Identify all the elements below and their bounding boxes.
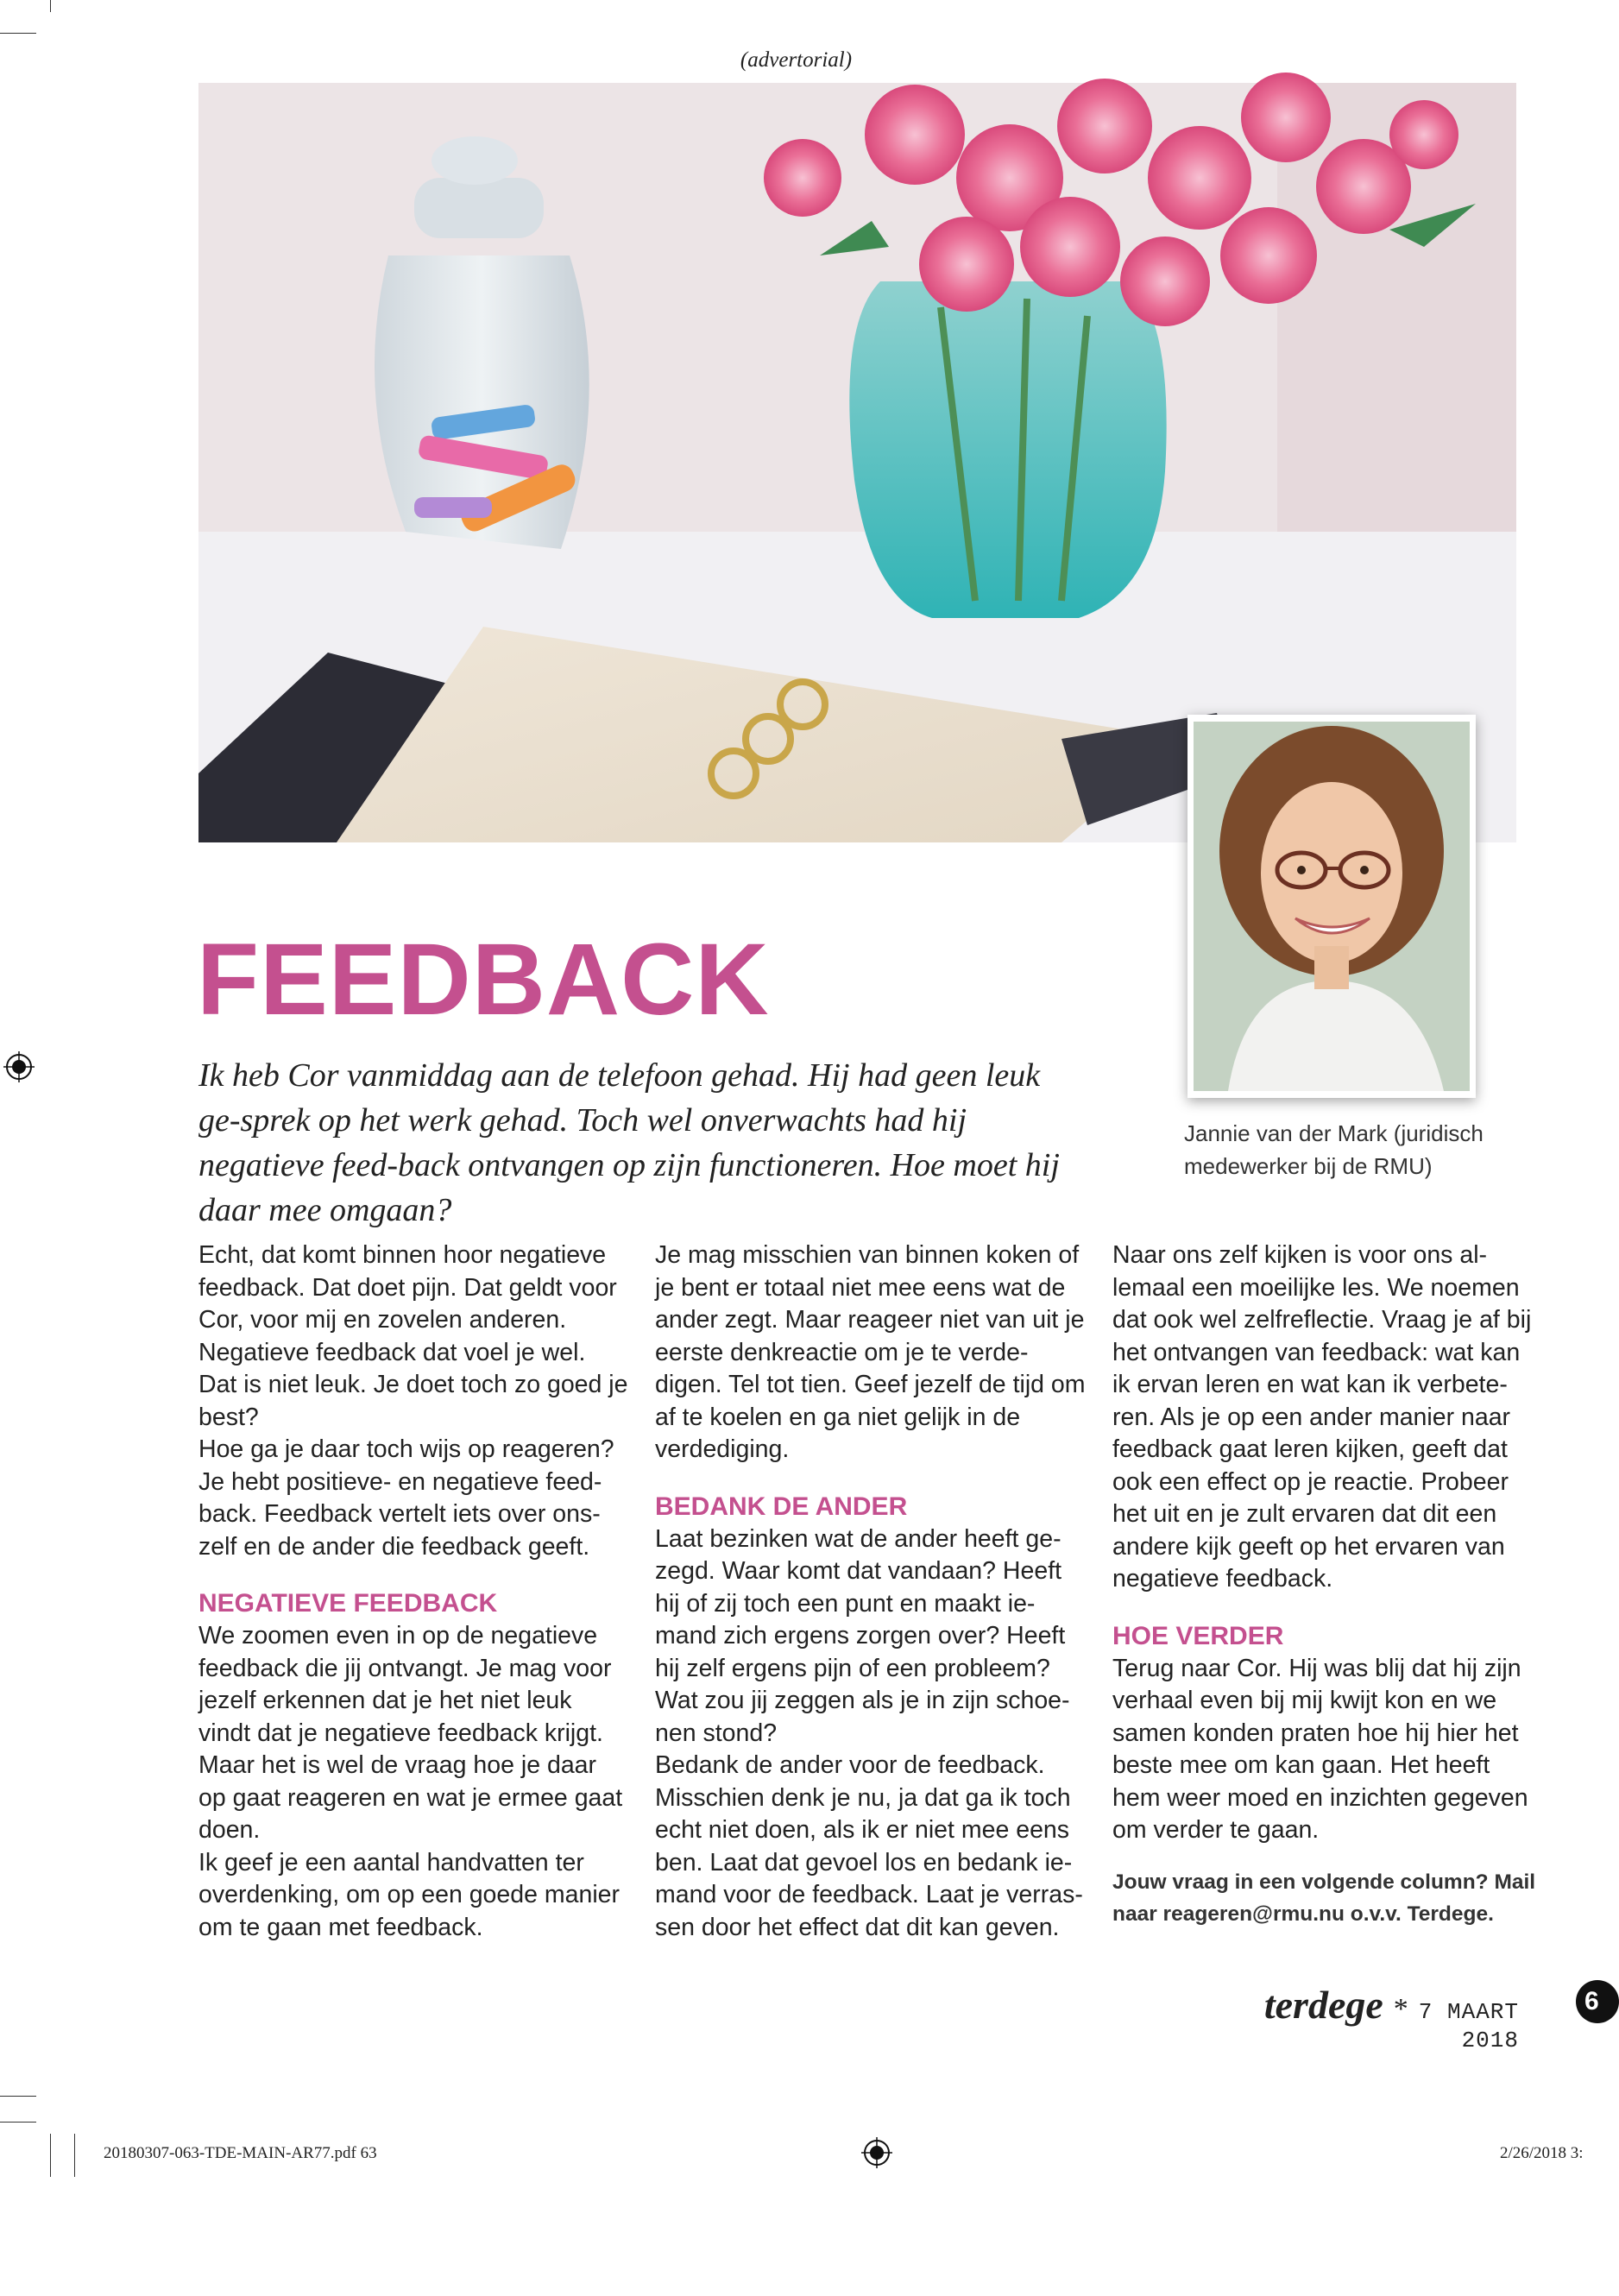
section-heading: NEGATIEVE FEEDBACK <box>198 1589 498 1618</box>
text-column-3 <box>1112 1239 1544 1930</box>
paragraph: Je mag misschien van binnen koken of je bent er totaal niet mee eens wat de ander zegt. Maar reageer niet van uit je eerste denkreactie om je te verde-digen. Tel tot tien. Geef jezelf de tijd om af te koelen en ga niet gelijk in de verdediging. <box>655 1241 1086 1463</box>
portrait-caption: Jannie van der Mark (juridisch medewerker bij de RMU) <box>1184 1120 1484 1179</box>
registration-mark-icon <box>3 1051 35 1082</box>
article-title: FEEDBACK <box>197 923 770 1037</box>
paragraph: Laat bezinken wat de ander heeft ge-zegd. Waar komt dat vandaan? Heeft hij of zij toch een punt en maakt ie-mand zich ergens zorgen over? Heeft hij zelf ergens pijn of een probleem? Wat zou jij zeggen als je in zijn schoe-nen stond? <box>655 1524 1070 1747</box>
text-column-1 <box>198 1239 630 1944</box>
star-icon: * <box>1393 1993 1408 2025</box>
paragraph: Ik geef je een aantal handvatten ter overdenking, om op een goede manier om te gaan met feedback. <box>198 1848 620 1941</box>
print-slug-date: 2/26/2018 3: <box>1500 2144 1584 2162</box>
paragraph: Terug naar Cor. Hij was blij dat hij zijn verhaal even bij mij kwijt kon en we samen konden praten hoe hij hier het beste mee om kan gaan. Het heeft hem weer moed en inzichten gegeven om verder te gaan. <box>1112 1654 1528 1844</box>
crop-mark <box>74 2134 75 2177</box>
article-intro: Ik heb Cor vanmiddag aan de telefoon gehad. Hij had geen leuk ge-sprek op het werk gehad. Toch wel onverwachts had hij negatieve feed-back ontvangen op zijn functioneren. Hoe moet hij daar mee omgaan? <box>198 1057 1060 1228</box>
issue-date: 7 MAART 2018 <box>1418 1999 1519 2053</box>
portrait-illustration <box>1194 722 1470 1091</box>
section-heading: BEDANK DE ANDER <box>655 1492 908 1521</box>
paragraph: We zoomen even in op de negatieve feedback die jij ontvangt. Je mag voor jezelf erkennen dat je het niet leuk vindt dat je negatieve feedback krijgt. Maar het is wel de vraag hoe je daar op gaat reageren en wat je ermee gaat doen. <box>198 1622 623 1844</box>
paragraph: Bedank de ander voor de feedback. Misschien denk je nu, ja dat ga ik toch echt niet doen, als ik er niet mee eens ben. Laat dat gevoel los en bedank ie-mand voor de feedback. Laat je verras-sen door het effect dat dit kan geven. <box>655 1751 1083 1941</box>
section-heading: HOE VERDER <box>1112 1621 1284 1650</box>
paragraph: Hoe ga je daar toch wijs op reageren? Je hebt positieve- en negatieve feed-back. Feedback vertelt iets over ons-zelf en de ander die feedback geeft. <box>198 1435 614 1561</box>
author-portrait <box>1194 722 1470 1091</box>
footer-brand <box>1225 1982 1519 2053</box>
crop-mark <box>0 2122 36 2123</box>
crop-mark <box>50 2134 51 2177</box>
brand-name: terdege <box>1263 1983 1383 2027</box>
registration-mark-icon <box>861 2137 892 2168</box>
paragraph: Echt, dat komt binnen hoor negatieve feedback. Dat doet pijn. Dat geldt voor Cor, voor mij en zovelen anderen. Negatieve feedback dat voel je wel. Dat is niet leuk. Je doet toch zo goed je best? <box>198 1241 628 1431</box>
advertorial-label: (advertorial) <box>740 48 853 72</box>
paragraph: Naar ons zelf kijken is voor ons al-lemaal een moeilijke les. We noemen dat ook wel zelfreflectie. Vraag je af bij het ontvangen van feedback: wat kan ik ervan leren en wat kan ik verbete-ren. Als je op een ander manier naar feedback gaat leren kijken, geeft dat ook een effect op je reactie. Probeer het uit en je zult ervaren dat dit een andere kijk geeft op het ervaren van negatieve feedback. <box>1112 1241 1532 1593</box>
text-column-2 <box>655 1239 1087 1944</box>
crop-mark <box>0 33 36 34</box>
page-number: 6 <box>1576 1980 1619 2023</box>
print-slug-file: 20180307-063-TDE-MAIN-AR77.pdf 63 <box>104 2144 377 2162</box>
crop-mark <box>0 2096 36 2097</box>
contact-note: Jouw vraag in een volgende column? Mail naar reageren@rmu.nu o.v.v. Terdege. <box>1112 1870 1536 1926</box>
crop-mark <box>50 0 51 12</box>
